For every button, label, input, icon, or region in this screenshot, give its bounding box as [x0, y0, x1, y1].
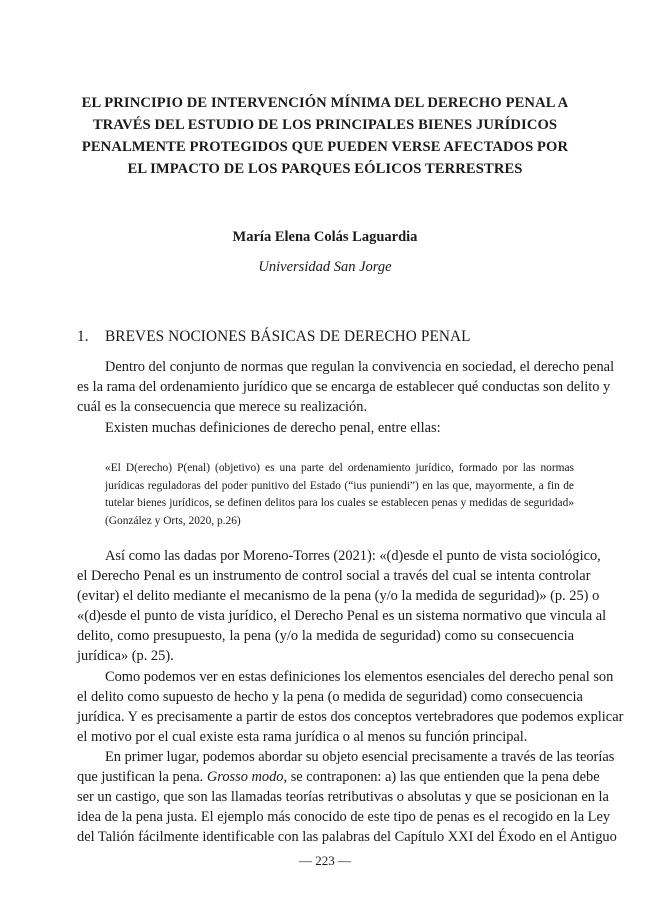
text-line: «(d)esde el punto de vista jurídico, el Derecho Penal es un sistema normativo que vincula al [77, 608, 607, 624]
text-line: jurídica» (p. 25). [77, 648, 174, 664]
text-line: del Talión fácilmente identificable con las palabras del Capítulo XXI del Éxodo en el Antiguo [77, 829, 617, 845]
text-line: idea de la pena justa. El ejemplo más conocido de este tipo de penas es el recogido en la Ley [77, 809, 611, 825]
text-line: Dentro del conjunto de normas que regulan la convivencia en sociedad, el derecho penal [105, 359, 615, 375]
text-line: ser un castigo, que son las llamadas teorías retributivas o absolutas y que se posicionan en la [77, 789, 609, 805]
section-number: 1. [77, 328, 89, 345]
text-line: Así como las dadas por Moreno-Torres (2021): «(d)esde el punto de vista sociológico, [105, 548, 601, 564]
text-line: jurídica. Y es precisamente a partir de estos dos conceptos vertebradores que podemos explicar [77, 709, 624, 725]
page-number: — 223 — [299, 853, 351, 868]
section-heading [77, 328, 471, 346]
quote-citation: (González y Orts, 2020, p.26) [105, 514, 241, 527]
emphasis-text: Grosso modo [206, 769, 284, 785]
title-line: EL IMPACTO DE LOS PARQUES EÓLICOS TERRESTRES [127, 161, 523, 177]
text-line: Existen muchas definiciones de derecho penal, entre ellas: [105, 420, 441, 436]
quote-line: jurídicas reguladoras del poder punitivo del Estado (“ius puniendi”) en las que, mayormente, a fin de [105, 479, 574, 492]
author-name: María Elena Colás Laguardia [232, 229, 418, 245]
text-line: es la rama del ordenamiento jurídico que se encarga de establecer qué conductas son delito y [77, 379, 611, 395]
title-line: EL PRINCIPIO DE INTERVENCIÓN MÍNIMA DEL DERECHO PENAL A [81, 95, 569, 111]
paragraph-4 [77, 667, 624, 747]
author-affiliation: Universidad San Jorge [258, 259, 392, 275]
text-line: cuál es la consecuencia que merece su realización. [77, 399, 368, 415]
text-fragment: que justifican la pena. [77, 769, 207, 785]
text-line: el Derecho Penal es un instrumento de control social a través del cual se intenta controlar [77, 568, 591, 584]
paragraph-5 [77, 747, 617, 847]
text-line: el motivo por el cual existe esta rama jurídica o al menos su función principal. [77, 729, 528, 745]
paragraph-2 [77, 418, 574, 438]
text-fragment: , se contraponen: a) las que entienden que la pena debe [283, 769, 600, 785]
quote-line: «El D(erecho) P(enal) (objetivo) es una parte del ordenamiento jurídico, formado por las normas [105, 462, 574, 474]
quote-line: tutelar bienes jurídicos, se definen delitos para los cuales se establecen penas y medidas de seguridad» [105, 497, 574, 509]
title-line: PENALMENTE PROTEGIDOS QUE PUEDEN VERSE AFECTADOS POR [81, 139, 569, 155]
text-line: Como podemos ver en estas definiciones los elementos esenciales del derecho penal son [105, 669, 614, 685]
text-line: En primer lugar, podemos abordar su objeto esencial precisamente a través de las teorías [105, 749, 615, 765]
text-line: (evitar) el delito mediante el mecanismo de la pena (y/o la medida de seguridad)» (p. 25) o [77, 588, 600, 604]
text-line: delito, como presupuesto, la pena (y/o la medida de seguridad) como su consecuencia [77, 628, 574, 644]
paper-title [70, 92, 580, 180]
block-quote [105, 460, 574, 530]
title-line: TRAVÉS DEL ESTUDIO DE LOS PRINCIPALES BIENES JURÍDICOS [92, 117, 558, 133]
section-title: BREVES NOCIONES BÁSICAS DE DERECHO PENAL [105, 328, 471, 345]
text-line [77, 767, 600, 787]
text-line: el delito como supuesto de hecho y la pena (o medida de seguridad) como consecuencia [77, 689, 583, 705]
paragraph-1 [77, 357, 615, 417]
paragraph-3 [77, 546, 607, 666]
